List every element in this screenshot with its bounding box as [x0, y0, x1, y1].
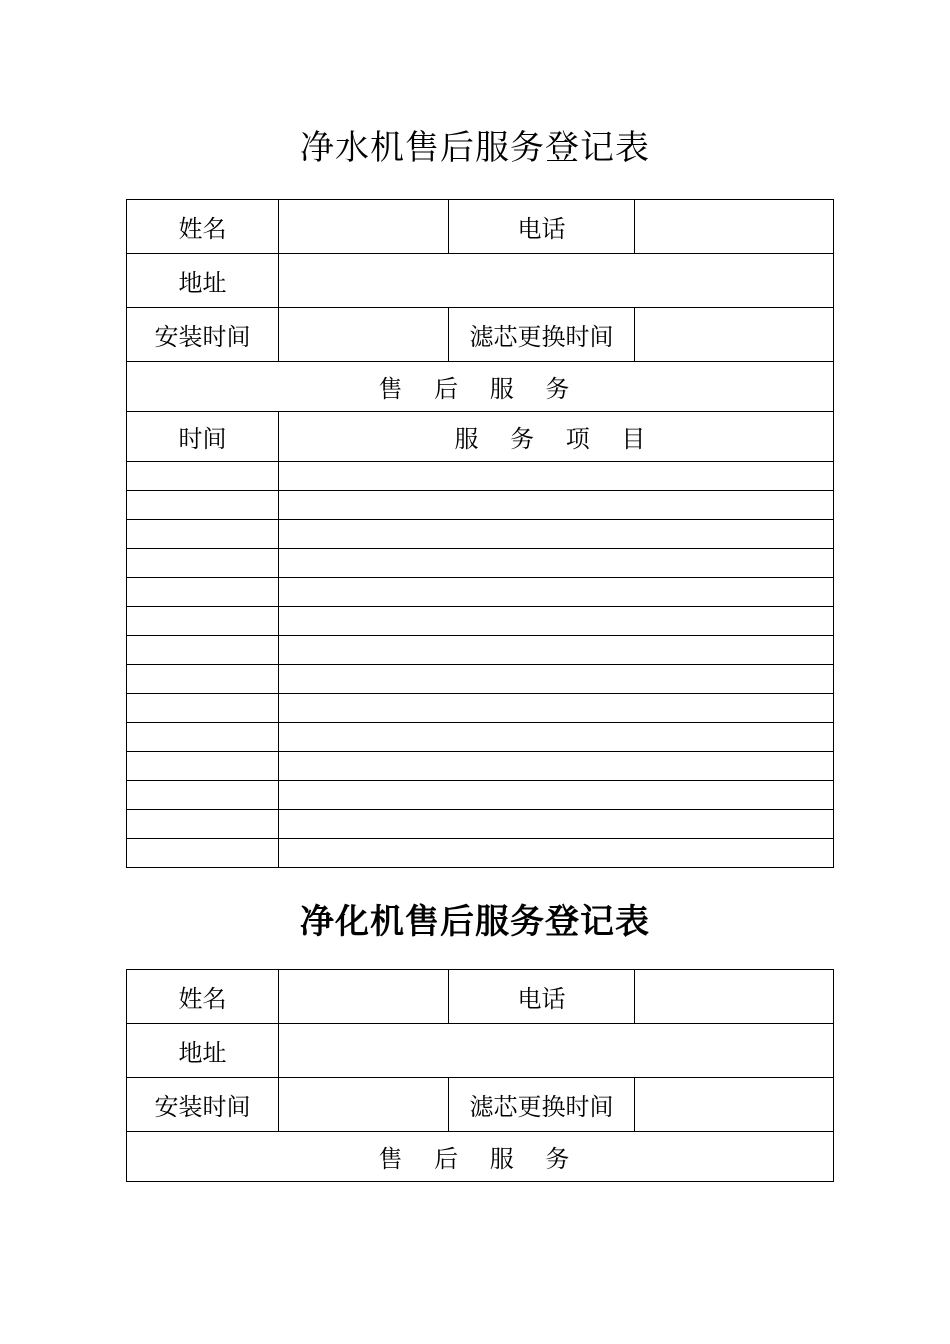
form2-address-field[interactable] — [279, 1024, 834, 1078]
service-time-cell[interactable] — [127, 839, 279, 868]
service-time-cell[interactable] — [127, 491, 279, 520]
service-time-cell[interactable] — [127, 752, 279, 781]
form2-name-field[interactable] — [279, 970, 449, 1024]
service-item-cell[interactable] — [279, 462, 834, 491]
form1-address-field[interactable] — [279, 254, 834, 308]
form2-row-times — [127, 1078, 834, 1132]
table-row — [127, 636, 834, 665]
form2-row-after-sales — [127, 1132, 834, 1182]
form1-title: 净水机售后服务登记表 — [300, 128, 650, 168]
service-item-cell[interactable] — [279, 578, 834, 607]
table-row — [127, 520, 834, 549]
form1-time-header: 时间 — [127, 412, 279, 462]
form1-service-items-header: 服 务 项 目 — [279, 412, 834, 462]
table-row — [127, 723, 834, 752]
form1-address-label: 地址 — [127, 254, 279, 308]
table-row — [127, 810, 834, 839]
service-item-cell[interactable] — [279, 636, 834, 665]
form2-phone-field[interactable] — [635, 970, 834, 1024]
service-item-cell[interactable] — [279, 549, 834, 578]
service-item-cell[interactable] — [279, 694, 834, 723]
table-row — [127, 752, 834, 781]
form2-phone-label: 电话 — [449, 970, 635, 1024]
service-time-cell[interactable] — [127, 607, 279, 636]
service-time-cell[interactable] — [127, 462, 279, 491]
service-time-cell[interactable] — [127, 578, 279, 607]
table-row — [127, 607, 834, 636]
form2-install-time-field[interactable] — [279, 1078, 449, 1132]
form1-phone-label: 电话 — [449, 200, 635, 254]
table-row — [127, 549, 834, 578]
table-row — [127, 491, 834, 520]
service-item-cell[interactable] — [279, 665, 834, 694]
table-row — [127, 665, 834, 694]
form1-row-after-sales — [127, 362, 834, 412]
service-item-cell[interactable] — [279, 520, 834, 549]
form1-row-name-phone — [127, 200, 834, 254]
service-time-cell[interactable] — [127, 636, 279, 665]
form1-row-times — [127, 308, 834, 362]
table-row — [127, 578, 834, 607]
form2-title: 净化机售后服务登记表 — [300, 902, 650, 942]
form2-name-label: 姓名 — [127, 970, 279, 1024]
form1-filter-change-field[interactable] — [635, 308, 834, 362]
form2-after-sales-header: 售 后 服 务 — [127, 1132, 834, 1182]
form2-row-name-phone — [127, 970, 834, 1024]
form1-after-sales-header: 售 后 服 务 — [127, 362, 834, 412]
form2-filter-change-field[interactable] — [635, 1078, 834, 1132]
form1-row-columns — [127, 412, 834, 462]
service-time-cell[interactable] — [127, 781, 279, 810]
service-time-cell[interactable] — [127, 520, 279, 549]
service-time-cell[interactable] — [127, 665, 279, 694]
table-row — [127, 839, 834, 868]
form2-filter-change-label: 滤芯更换时间 — [449, 1078, 635, 1132]
form2-table — [126, 969, 834, 1182]
form1-table — [126, 199, 834, 868]
form1-name-field[interactable] — [279, 200, 449, 254]
service-item-cell[interactable] — [279, 723, 834, 752]
form1-phone-field[interactable] — [635, 200, 834, 254]
form2-install-time-label: 安装时间 — [127, 1078, 279, 1132]
service-time-cell[interactable] — [127, 723, 279, 752]
form1-filter-change-label: 滤芯更换时间 — [449, 308, 635, 362]
service-item-cell[interactable] — [279, 607, 834, 636]
service-item-cell[interactable] — [279, 752, 834, 781]
service-time-cell[interactable] — [127, 694, 279, 723]
form1-name-label: 姓名 — [127, 200, 279, 254]
table-row — [127, 781, 834, 810]
service-time-cell[interactable] — [127, 549, 279, 578]
form2-row-address — [127, 1024, 834, 1078]
service-item-cell[interactable] — [279, 810, 834, 839]
table-row — [127, 462, 834, 491]
form1-install-time-field[interactable] — [279, 308, 449, 362]
form1-install-time-label: 安装时间 — [127, 308, 279, 362]
service-time-cell[interactable] — [127, 810, 279, 839]
form2-address-label: 地址 — [127, 1024, 279, 1078]
service-item-cell[interactable] — [279, 839, 834, 868]
service-item-cell[interactable] — [279, 781, 834, 810]
form1-row-address — [127, 254, 834, 308]
service-item-cell[interactable] — [279, 491, 834, 520]
table-row — [127, 694, 834, 723]
